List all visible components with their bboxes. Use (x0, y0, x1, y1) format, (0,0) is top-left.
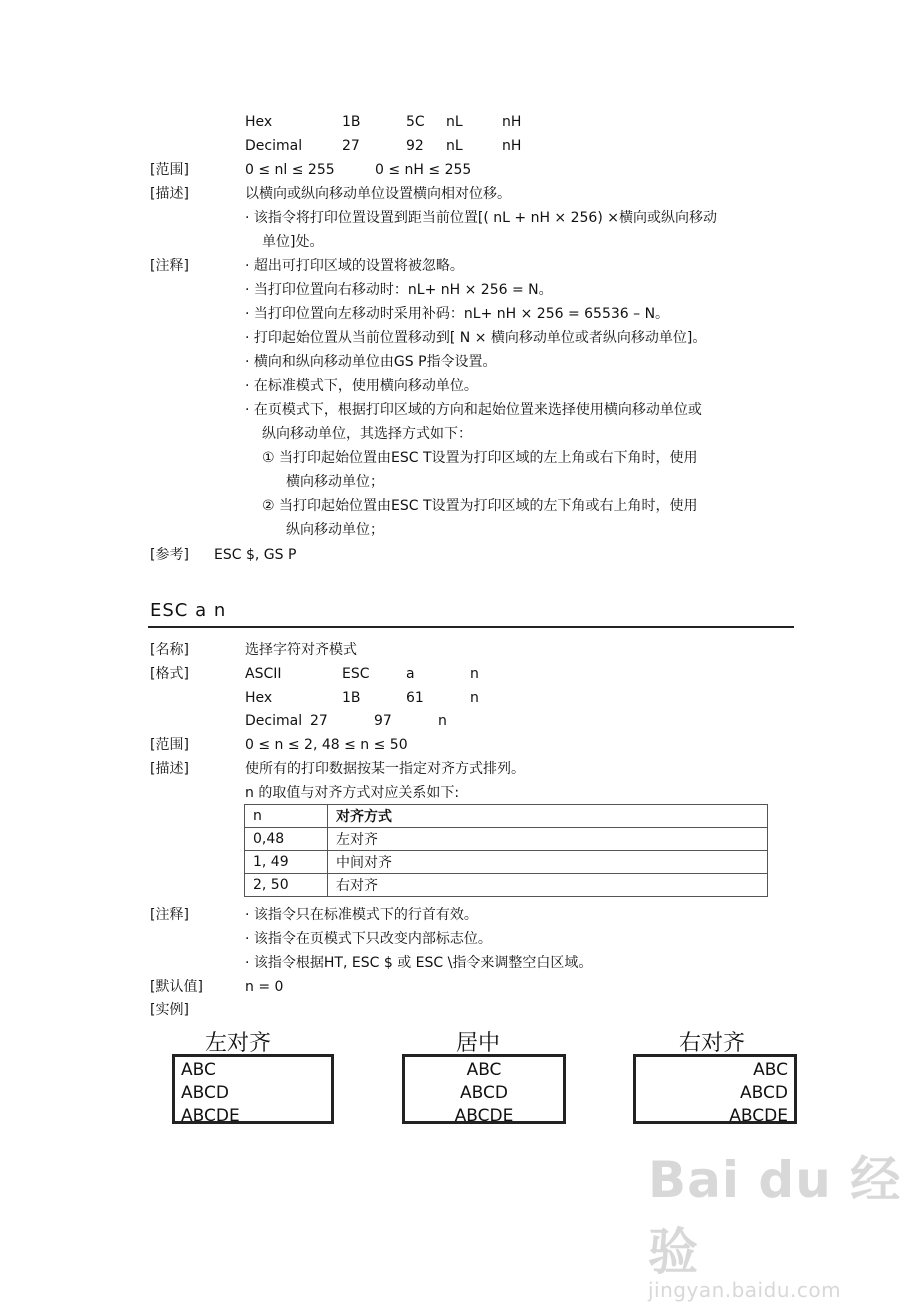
note-item: · 该指令只在标准模式下的行首有效。 (245, 907, 478, 923)
hex-value: 5C (406, 114, 425, 130)
example-box-right (633, 1054, 797, 1124)
hex-value: 1B (342, 690, 361, 706)
range-value: 0 ≤ nl ≤ 255 (245, 162, 335, 178)
example-title: 居中 (456, 1031, 501, 1056)
table-cell: 0,48 (245, 828, 328, 851)
baidu-watermark (648, 1140, 905, 1302)
decimal-value: n (438, 713, 447, 729)
example-line: ABCD (460, 1083, 508, 1103)
note-item: · 当打印位置向右移动时：nL+ nH × 256 = N。 (245, 282, 553, 298)
hex-label: Hex (245, 114, 273, 130)
note-case: ② 当打印起始位置由ESC T设置为打印区域的左下角或右上角时，使用 (262, 498, 698, 514)
decimal-value: 27 (342, 138, 360, 154)
note-item: · 打印起始位置从当前位置移动到[ N × 横向移动单位或者纵向移动单位]。 (245, 330, 707, 346)
decimal-label: Decimal (245, 713, 303, 729)
default-label: [默认值] (150, 979, 203, 995)
hex-value: nL (446, 114, 463, 130)
note-item: · 该指令在页模式下只改变内部标志位。 (245, 931, 492, 947)
example-line: ABCD (181, 1083, 229, 1103)
hex-value: nH (502, 114, 522, 130)
ref-label: [参考] (150, 547, 189, 563)
example-line: ABC (466, 1060, 502, 1080)
table-row (245, 851, 768, 874)
note-item: · 在标准模式下，使用横向移动单位。 (245, 378, 478, 394)
note-item: · 横向和纵向移动单位由GS P指令设置。 (245, 354, 497, 370)
notes-label: [注释] (150, 258, 189, 274)
table-cell: 2, 50 (245, 874, 328, 897)
ascii-label: ASCII (245, 666, 282, 682)
decimal-value: 92 (406, 138, 424, 154)
note-item-cont: 纵向移动单位，其选择方式如下： (262, 426, 472, 442)
example-title: 左对齐 (205, 1031, 272, 1056)
table-header: 对齐方式 (328, 805, 768, 828)
ref-text: ESC $, GS P (214, 547, 297, 563)
example-line: ABCDE (729, 1106, 788, 1126)
section-divider (148, 626, 794, 628)
example-line: ABC (181, 1060, 216, 1080)
desc-text: 使所有的打印数据按某一指定对齐方式排列。 (245, 761, 525, 777)
desc-bullet-cont: 单位]处。 (262, 234, 324, 250)
table-cell: 左对齐 (328, 828, 768, 851)
ascii-value: a (406, 666, 415, 682)
desc-label: [描述] (150, 186, 189, 202)
table-caption: n 的取值与对齐方式对应关系如下: (245, 785, 460, 801)
range-label: [范围] (150, 162, 189, 178)
example-line: ABCDE (181, 1106, 240, 1126)
desc-label: [描述] (150, 761, 189, 777)
hex-value: 1B (342, 114, 361, 130)
decimal-value: 27 (310, 713, 328, 729)
alignment-table (244, 804, 768, 897)
table-cell: 右对齐 (328, 874, 768, 897)
note-case-cont: 纵向移动单位； (286, 522, 384, 538)
range-value: 0 ≤ nH ≤ 255 (375, 162, 472, 178)
example-line: ABCD (740, 1083, 788, 1103)
note-item: · 当打印位置向左移动时采用补码：nL+ nH × 256 = 65536 – N。 (245, 306, 670, 322)
notes-label: [注释] (150, 907, 189, 923)
example-title: 右对齐 (679, 1031, 746, 1056)
note-case-cont: 横向移动单位； (286, 474, 384, 490)
example-line: ABCDE (454, 1106, 514, 1126)
decimal-value: 97 (374, 713, 392, 729)
table-cell: 1, 49 (245, 851, 328, 874)
example-box-center (402, 1054, 566, 1124)
watermark-logo: Bai du 经验 (648, 1151, 902, 1281)
table-row (245, 828, 768, 851)
default-value: n = 0 (245, 979, 284, 995)
desc-text: 以横向或纵向移动单位设置横向相对位移。 (245, 186, 511, 202)
table-header: n (245, 805, 328, 828)
example-box-left (172, 1054, 334, 1124)
section-title: ESC a n (150, 600, 227, 621)
range-label: [范围] (150, 737, 189, 753)
desc-bullet: · 该指令将打印位置设置到距当前位置[( nL + nH × 256) ×横向或纵向移动 (245, 210, 717, 226)
example-label: [实例] (150, 1002, 189, 1018)
name-label: [名称] (150, 642, 189, 658)
note-item: · 在页模式下，根据打印区域的方向和起始位置来选择使用横向移动单位或 (245, 402, 702, 418)
range-value: 0 ≤ n ≤ 2, 48 ≤ n ≤ 50 (245, 737, 408, 753)
note-case: ① 当打印起始位置由ESC T设置为打印区域的左上角或右下角时，使用 (262, 450, 698, 466)
table-cell: 中间对齐 (328, 851, 768, 874)
table-row (245, 874, 768, 897)
name-text: 选择字符对齐模式 (245, 642, 357, 658)
decimal-value: nH (502, 138, 522, 154)
hex-label: Hex (245, 690, 273, 706)
example-line: ABC (753, 1060, 788, 1080)
hex-value: 61 (406, 690, 424, 706)
watermark-url: jingyan.baidu.com (648, 1278, 842, 1302)
table-header-row (245, 805, 768, 828)
decimal-label: Decimal (245, 138, 303, 154)
ascii-value: n (470, 666, 479, 682)
format-label: [格式] (150, 666, 189, 682)
note-item: · 超出可打印区域的设置将被忽略。 (245, 258, 464, 274)
hex-value: n (470, 690, 479, 706)
decimal-value: nL (446, 138, 463, 154)
note-item: · 该指令根据HT, ESC $ 或 ESC \指令来调整空白区域。 (245, 955, 593, 971)
ascii-value: ESC (342, 666, 370, 682)
